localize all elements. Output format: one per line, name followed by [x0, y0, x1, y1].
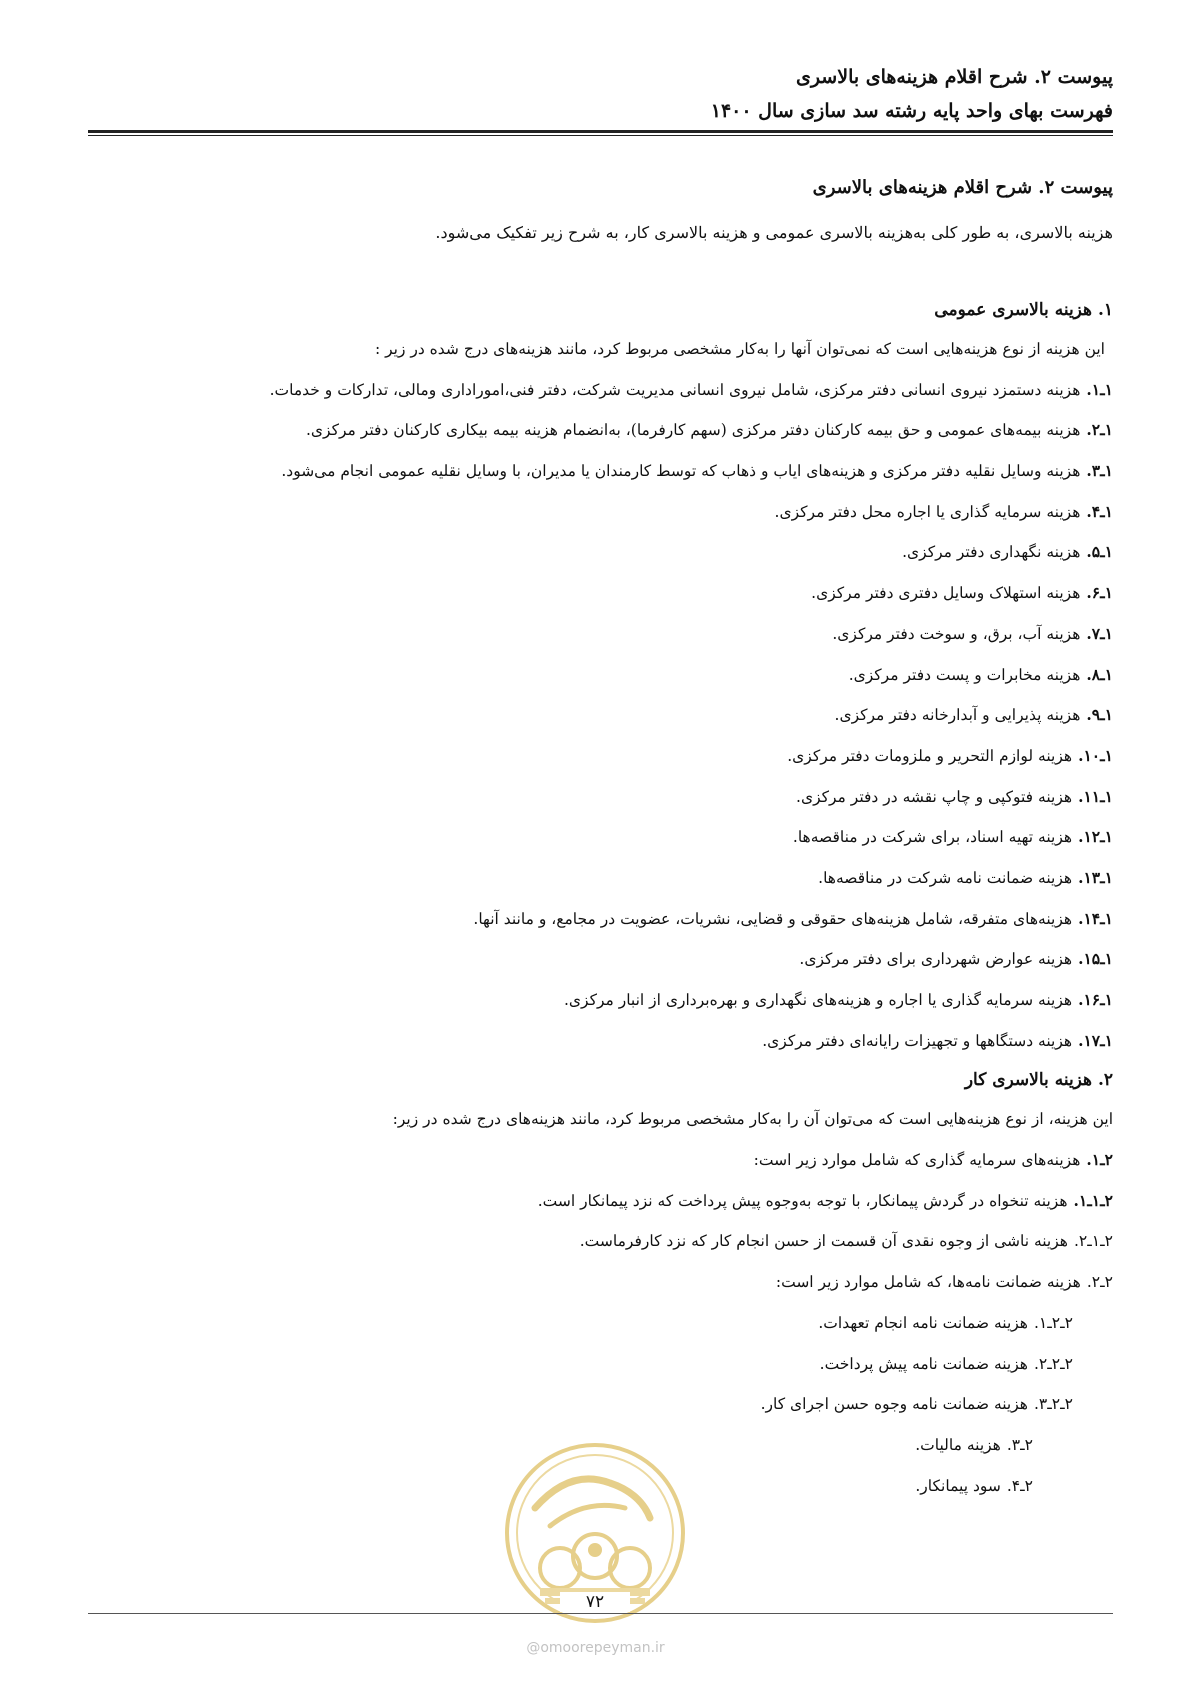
page-number: ۷۲: [560, 1592, 630, 1612]
list-item: [88, 1344, 1113, 1385]
list-item-text: هزینه آب، برق، و سوخت دفتر مرکزی.: [832, 624, 1081, 643]
list-item: [88, 1262, 1113, 1303]
list-item-number: ۱ـ۱۰.: [1078, 745, 1113, 765]
list-item-number: ۱ـ۱۵.: [1078, 949, 1113, 969]
header-rule-thin: [88, 135, 1113, 136]
list-item-number: ۲ـ۱ـ۱.: [1073, 1190, 1113, 1210]
list-item-text: هزینه سرمایه گذاری یا اجاره و هزینه‌های نگهداری و بهره‌برداری از انبار مرکزی.: [563, 991, 1073, 1009]
list-item: [88, 899, 1113, 940]
section-1-description: این هزینه از نوع هزینه‌هایی است که نمی‌توان آنها را به‌کار مشخصی مربوط کرد، مانند هزینه‌های درج شده در زیر :: [374, 340, 1105, 358]
list-item-number: ۱ـ۸.: [1086, 664, 1113, 684]
list-item: [88, 736, 1113, 777]
list-item: [88, 1140, 1113, 1181]
list-item-text: هزینه ناشی از وجوه نقدی آن قسمت از حسن انجام کار که نزد کارفرماست.: [579, 1232, 1068, 1251]
list-item-text: هزینه لوازم التحریر و ملزومات دفتر مرکزی.: [787, 746, 1073, 765]
section-1-heading: ۱. هزینه بالاسری عمومی: [934, 300, 1113, 320]
list-item: [88, 1384, 1113, 1425]
watermark-url: @omoorepeyman.ir: [526, 1640, 665, 1656]
list-item-number: ۱ـ۱۲.: [1078, 827, 1113, 847]
list-item-text: هزینه وسایل نقلیه دفتر مرکزی و هزینه‌های ایاب و ذهاب که توسط کارمندان یا مدیران، با وسایل نقلیه عمومی انجام می‌شود.: [281, 462, 1081, 481]
list-item: [88, 777, 1113, 818]
list-item-number: ۲ـ۱ـ۲.: [1073, 1232, 1113, 1251]
list-item-number: ۱ـ۴.: [1086, 501, 1113, 521]
list-item-number: ۱ـ۱۴.: [1078, 908, 1113, 928]
list-item-number: ۱ـ۱۷.: [1078, 1030, 1113, 1050]
list-item-text: هزینه تنخواه در گردش پیمانکار، با توجه به‌وجوه پیش پرداخت که نزد پیمانکار است.: [537, 1191, 1068, 1210]
list-item: [88, 614, 1113, 655]
header-line-1: پیوست ۲. شرح اقلام هزینه‌های بالاسری: [795, 66, 1113, 88]
list-item-number: ۱ـ۹.: [1086, 705, 1113, 725]
list-item-number: ۱ـ۷.: [1086, 623, 1113, 643]
header-rule-thick: [88, 130, 1113, 133]
list-item-text: هزینه مخابرات و پست دفتر مرکزی.: [848, 665, 1081, 684]
list-item: [88, 939, 1113, 980]
footer-rule: [88, 1613, 1113, 1614]
list-item-text: هزینه سرمایه گذاری یا اجاره محل دفتر مرکزی.: [774, 502, 1081, 521]
page-header: [711, 60, 1113, 128]
list-item-number: ۱ـ۱.: [1086, 379, 1113, 399]
list-item: [88, 1021, 1113, 1062]
list-item-number: ۱ـ۲.: [1086, 420, 1113, 440]
list-item: [88, 1181, 1113, 1222]
list-item: [88, 695, 1113, 736]
list-item: [88, 655, 1113, 696]
list-item: [88, 532, 1113, 573]
list-item: [88, 817, 1113, 858]
list-item-number: ۲ـ۲ـ۱.: [1033, 1313, 1073, 1332]
list-item: [88, 451, 1113, 492]
list-item-number: ۲ـ۲.: [1086, 1273, 1113, 1292]
list-item-text: هزینه ضمانت نامه پیش پرداخت.: [819, 1354, 1028, 1373]
list-item: [88, 858, 1113, 899]
section-2-heading: ۲. هزینه بالاسری کار: [964, 1070, 1113, 1091]
list-item: [88, 1303, 1113, 1344]
list-item-text: هزینه دستمزد نیروی انسانی دفتر مرکزی، شامل نیروی انسانی مدیریت شرکت، دفتر فنی،اموراداری ومالی، تدارکات و خدمات.: [269, 380, 1081, 399]
list-item-text: هزینه ضمانت نامه‌ها، که شامل موارد زیر است:: [775, 1273, 1081, 1292]
list-item-text: هزینه استهلاک وسایل دفتری دفتر مرکزی.: [811, 584, 1081, 603]
list-item: [88, 410, 1113, 451]
list-item-text: هزینه‌های متفرقه، شامل هزینه‌های حقوقی و قضایی، نشریات، عضویت در مجامع، و مانند آنها.: [473, 909, 1073, 928]
list-item-text: هزینه پذیرایی و آبدارخانه دفتر مرکزی.: [834, 706, 1081, 725]
list-item-text: هزینه ضمانت نامه وجوه حسن اجرای کار.: [760, 1395, 1028, 1414]
list-item: [88, 573, 1113, 614]
section-2-description: این هزینه، از نوع هزینه‌هایی است که می‌توان آن را به‌کار مشخصی مربوط کرد، مانند هزینه‌های درج شده در زیر:: [392, 1110, 1113, 1129]
list-item-number: ۱ـ۳.: [1086, 461, 1113, 481]
list-item-text: هزینه تهیه اسناد، برای شرکت در مناقصه‌ها.: [792, 828, 1073, 847]
page-title: پیوست ۲. شرح اقلام هزینه‌های بالاسری: [812, 177, 1113, 198]
list-item-text: سود پیمانکار.: [915, 1476, 1001, 1495]
list-item-text: هزینه بیمه‌های عمومی و حق بیمه کارکنان دفتر مرکزی (سهم کارفرما)، به‌انضمام هزینه بیمه بیکاری کارکنان دفتر مرکزی.: [306, 421, 1081, 440]
list-item-text: هزینه ضمانت نامه انجام تعهدات.: [818, 1313, 1028, 1332]
section-1-list: [88, 370, 1113, 1062]
list-item-text: هزینه عوارض شهرداری برای دفتر مرکزی.: [799, 950, 1073, 969]
list-item-text: هزینه دستگاهها و تجهیزات رایانه‌ای دفتر مرکزی.: [762, 1031, 1073, 1050]
list-item-number: ۱ـ۱۳.: [1078, 867, 1113, 887]
header-line-2: فهرست بهای واحد پایه رشته سد سازی سال ۱۴۰۰: [710, 100, 1113, 122]
list-item-number: ۱ـ۱۱.: [1078, 786, 1113, 806]
document-body: [88, 168, 1113, 1506]
list-item-number: ۱ـ۵.: [1086, 542, 1113, 562]
list-item-text: هزینه نگهداری دفتر مرکزی.: [902, 543, 1081, 562]
intro-paragraph: هزینه بالاسری، به طور کلی به‌هزینه بالاسری عمومی و هزینه بالاسری کار، به شرح زیر تفکیک می‌شود.: [435, 223, 1113, 242]
list-item-text: هزینه‌های سرمایه گذاری که شامل موارد زیر است:: [753, 1151, 1081, 1170]
list-item-text: هزینه مالیات.: [915, 1435, 1001, 1454]
list-item: [88, 1221, 1113, 1262]
list-item: [88, 370, 1113, 411]
list-item: [88, 492, 1113, 533]
list-item-text: هزینه ضمانت نامه شرکت در مناقصه‌ها.: [818, 868, 1073, 887]
list-item-number: ۱ـ۱۶.: [1078, 990, 1113, 1009]
spacer: [88, 253, 1113, 291]
list-item-text: هزینه فتوکپی و چاپ نقشه در دفتر مرکزی.: [796, 787, 1073, 806]
list-item-number: ۲ـ۲ـ۲.: [1033, 1354, 1073, 1373]
list-item-number: ۲ـ۱.: [1086, 1150, 1113, 1170]
list-item-number: ۱ـ۶.: [1086, 583, 1113, 603]
list-item: [88, 980, 1113, 1021]
list-item-number: ۲ـ۲ـ۳.: [1033, 1395, 1073, 1414]
list-item-number: ۲ـ۴.: [1006, 1476, 1033, 1495]
list-item-number: ۲ـ۳.: [1006, 1435, 1033, 1454]
